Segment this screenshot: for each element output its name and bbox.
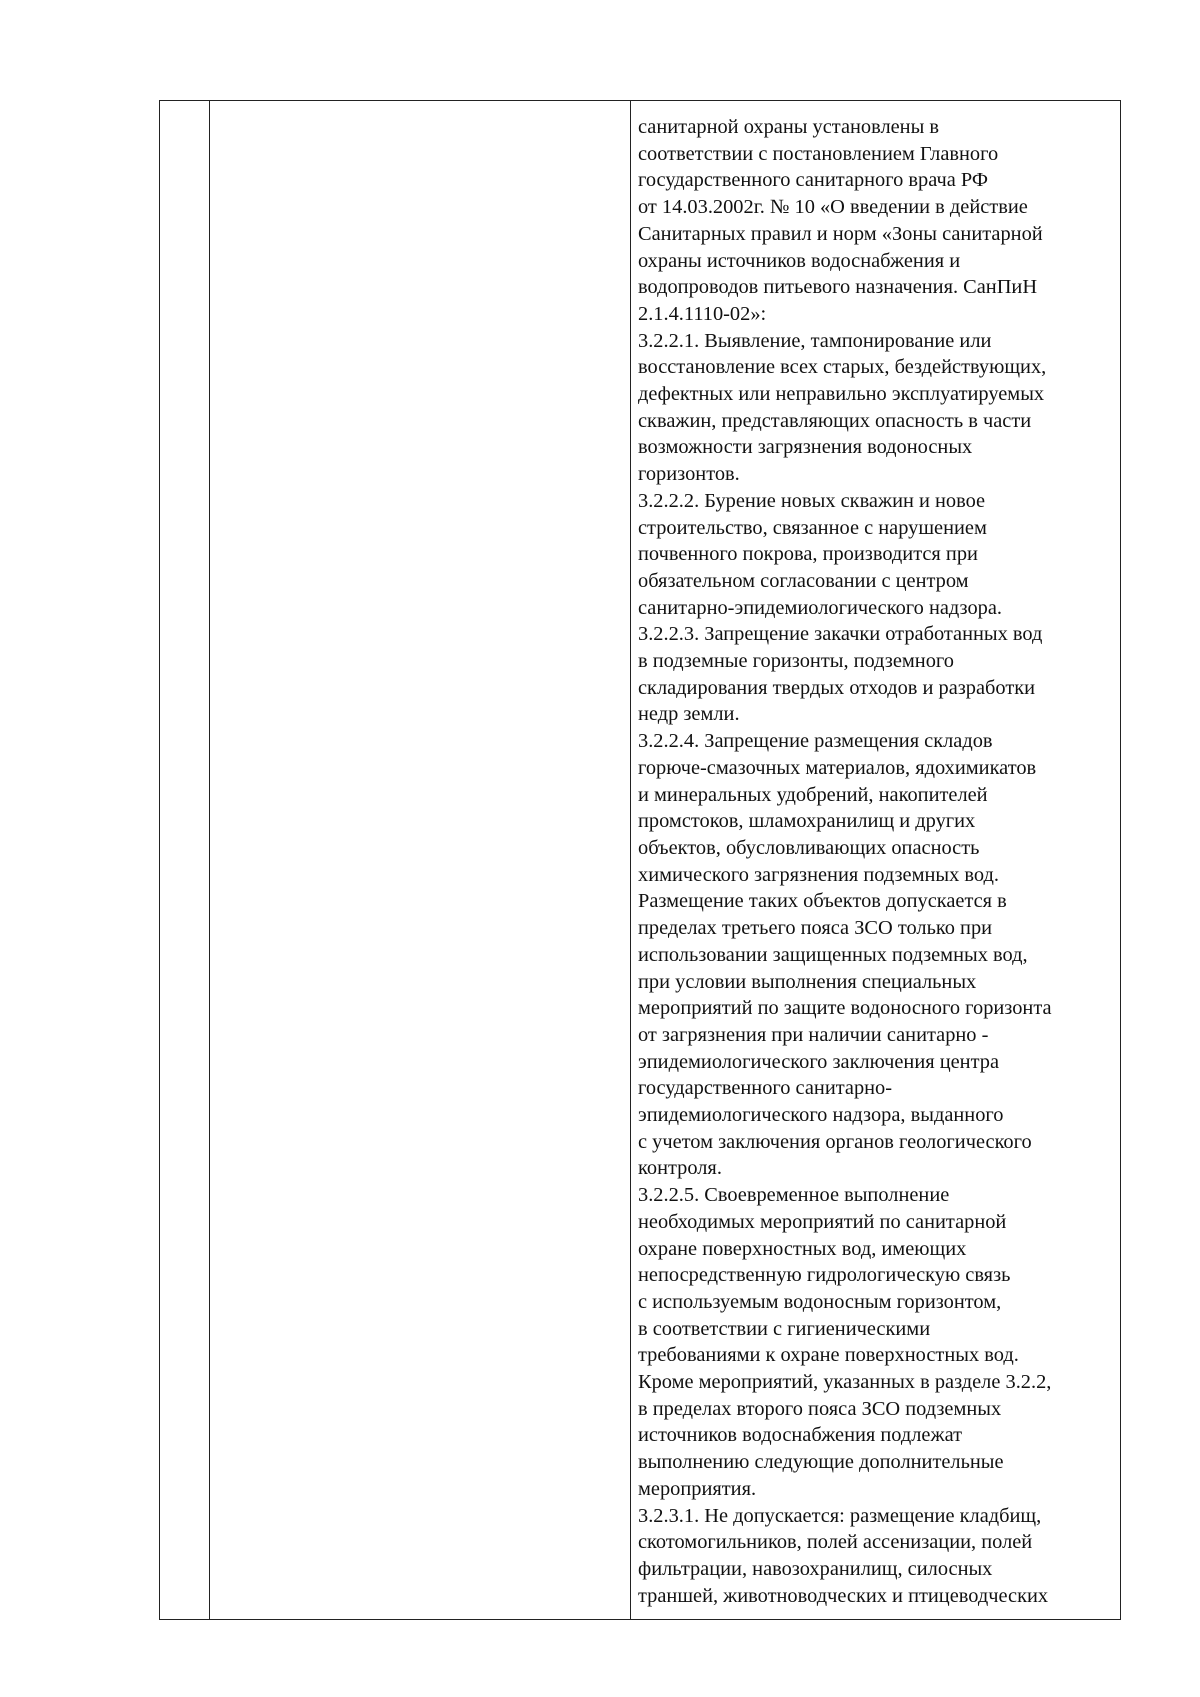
text-line: санитарно-эпидемиологического надзора.: [638, 596, 1003, 619]
text-line: Санитарных правил и норм «Зоны санитарной: [638, 222, 1043, 245]
text-line: Размещение таких объектов допускается в: [638, 890, 1007, 913]
text-line: промстоков, шламохранилищ и других: [638, 810, 976, 833]
text-line: государственного санитарно-: [638, 1077, 893, 1100]
text-line: требованиями к охране поверхностных вод.: [638, 1344, 1019, 1367]
text-line: горизонтов.: [638, 463, 740, 486]
text-line: траншей, животноводческих и птицеводческих: [638, 1584, 1049, 1607]
text-line: горюче-смазочных материалов, ядохимикатов: [638, 756, 1037, 779]
table-row: [160, 101, 1121, 1620]
text-line: охраны источников водоснабжения и: [638, 249, 961, 272]
text-line: скважин, представляющих опасность в части: [638, 409, 1032, 432]
text-line: необходимых мероприятий по санитарной: [638, 1210, 1007, 1233]
text-line: выполнению следующие дополнительные: [638, 1451, 1004, 1474]
cell-paragraph: [631, 101, 1120, 1609]
text-line: 3.2.2.5. Своевременное выполнение: [638, 1184, 950, 1207]
text-line: эпидемиологического надзора, выданного: [638, 1104, 1004, 1127]
text-line: почвенного покрова, производится при: [638, 543, 978, 566]
text-line: эпидемиологического заключения центра: [638, 1050, 999, 1073]
text-line: от 14.03.2002г. № 10 «О введении в действие: [638, 196, 1028, 219]
text-line: 3.2.2.1. Выявление, тампонирование или: [638, 329, 992, 352]
text-line: в пределах второго пояса ЗСО подземных: [638, 1397, 1002, 1420]
text-line: санитарной охраны установлены в: [638, 116, 940, 138]
document-table: [159, 100, 1121, 1620]
text-line: 3.2.3.1. Не допускается: размещение кладбищ,: [638, 1504, 1042, 1527]
text-line: с учетом заключения органов геологического: [638, 1130, 1032, 1153]
text-line: охране поверхностных вод, имеющих: [638, 1237, 967, 1260]
text-line: и минеральных удобрений, накопителей: [638, 783, 988, 806]
table-cell-number: [160, 101, 210, 1620]
text-line: 3.2.2.3. Запрещение закачки отработанных вод: [638, 623, 1043, 646]
text-line: в подземные горизонты, подземного: [638, 650, 954, 673]
text-line: Кроме мероприятий, указанных в разделе 3.2.2,: [638, 1371, 1052, 1394]
text-line: от загрязнения при наличии санитарно -: [638, 1023, 989, 1046]
text-line: строительство, связанное с нарушением: [638, 516, 987, 539]
text-line: с используемым водоносным горизонтом,: [638, 1290, 1002, 1313]
text-line: недр земли.: [638, 703, 740, 726]
text-line: источников водоснабжения подлежат: [638, 1424, 963, 1447]
text-line: 3.2.2.2. Бурение новых скважин и новое: [638, 489, 986, 512]
text-line: контроля.: [638, 1157, 722, 1180]
text-line: пределах третьего пояса ЗСО только при: [638, 917, 993, 940]
text-line: 3.2.2.4. Запрещение размещения складов: [638, 730, 993, 753]
text-line: объектов, обусловливающих опасность: [638, 836, 980, 859]
table-cell-content: [631, 101, 1121, 1620]
table-cell-name: [210, 101, 631, 1620]
text-line: водопроводов питьевого назначения. СанПиН: [638, 276, 1038, 299]
text-line: 2.1.4.1110-02»:: [638, 302, 767, 325]
text-line: химического загрязнения подземных вод.: [638, 863, 999, 886]
text-line: использовании защищенных подземных вод,: [638, 943, 1028, 966]
text-line: мероприятий по защите водоносного горизонта: [638, 997, 1052, 1020]
text-line: соответствии с постановлением Главного: [638, 142, 999, 165]
text-line: скотомогильников, полей ассенизации, полей: [638, 1531, 1033, 1554]
text-line: в соответствии с гигиеническими: [638, 1317, 931, 1340]
text-line: непосредственную гидрологическую связь: [638, 1264, 1011, 1287]
text-line: мероприятия.: [638, 1477, 757, 1500]
text-line: при условии выполнения специальных: [638, 970, 977, 993]
text-line: обязательном согласовании с центром: [638, 569, 969, 592]
text-line: государственного санитарного врача РФ: [638, 169, 988, 192]
text-line: фильтрации, навозохранилищ, силосных: [638, 1557, 993, 1580]
text-line: возможности загрязнения водоносных: [638, 436, 973, 459]
text-line: складирования твердых отходов и разработки: [638, 676, 1036, 699]
text-line: дефектных или неправильно эксплуатируемых: [638, 383, 1045, 406]
text-line: восстановление всех старых, бездействующих,: [638, 356, 1047, 379]
